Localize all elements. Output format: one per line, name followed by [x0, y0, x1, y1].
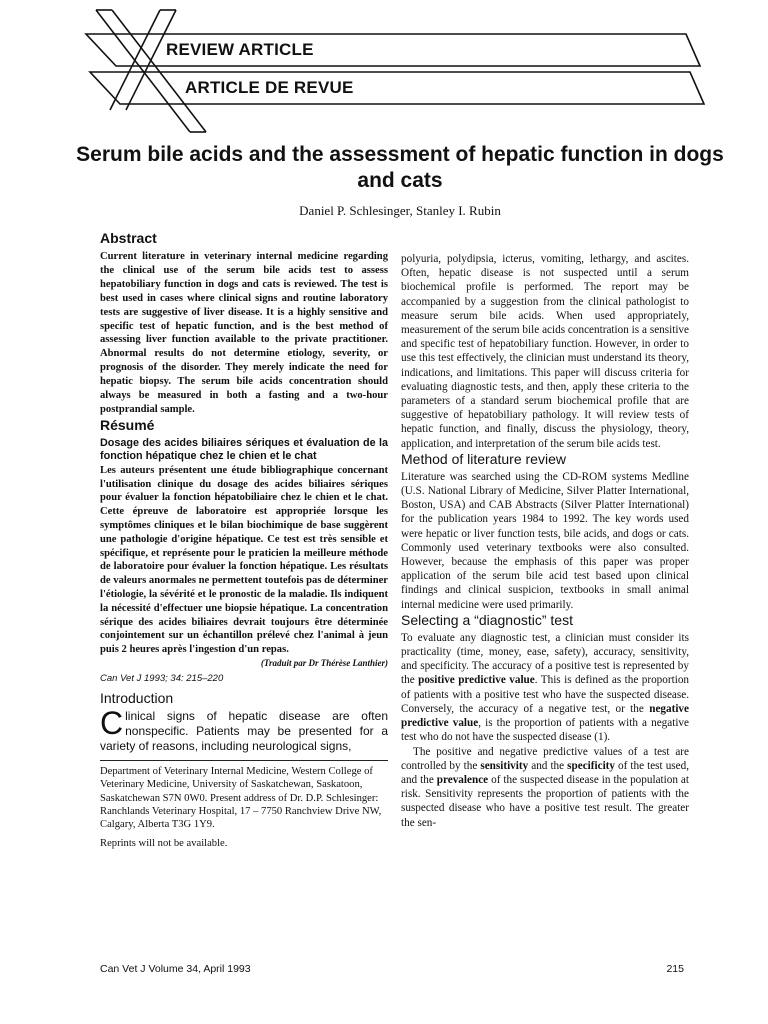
resume-translator: (Traduit par Dr Thérèse Lanthier) [260, 658, 388, 669]
resume-text [100, 464, 388, 669]
header-banner-graphic [0, 0, 768, 140]
banner-review-article: REVIEW ARTICLE [166, 40, 314, 59]
left-column [100, 230, 388, 849]
article-authors: Daniel P. Schlesinger, Stanley I. Rubin [299, 203, 501, 218]
introduction-text [100, 705, 388, 754]
reprints-note: Reprints will not be available. [100, 837, 228, 849]
selecting-p2-part-c: of the test used, and the [401, 759, 689, 786]
term-specificity: specificity [567, 759, 615, 772]
right-column [401, 252, 689, 830]
introduction-heading: Introduction [100, 690, 174, 707]
resume-subtitle: Dosage des acides biliaires sériques et évaluation de la fonction hépatique chez le chien et le chat [100, 436, 388, 462]
term-prevalence: prevalence [436, 773, 489, 786]
selecting-p2-part-a: The positive and negative predictive values of a test are controlled by the [401, 745, 689, 772]
term-negative-predictive-value: negative predictive value [401, 702, 689, 730]
author-affiliation: Department of Veterinary Internal Medicine, Western College of Veterinary Medicine, University of Saskatchewan, Saskatoon, Saskatchewan S7N 0W0. Present address of Dr. D.P. Schlesinger: Ranchlands Veterinary Hospital, 17 – 7750 Ranchview Drive NW, Calgary, Alberta T3G 1Y9. [100, 760, 388, 831]
footer-journal: Can Vet J Volume 34, April 1993 [100, 963, 251, 975]
introduction-text-body: linical signs of hepatic disease are often nonspecific. Patients may be presented for a variety of reasons, including neurological signs, [100, 709, 388, 754]
abstract-heading: Abstract [100, 230, 157, 246]
term-positive-predictive-value: positive predictive value [418, 674, 535, 687]
method-heading: Method of literature review [401, 450, 566, 467]
method-text: Literature was searched using the CD-ROM systems Medline (U.S. National Library of Medicine, Silver Platter International, Boston, USA) and CAB Abstracts (Silver Platter International) for the publication years 1984 to 1992. The key words used were hepatic or liver function tests, bile acids, and dogs or cats. Commonly used veterinary textbooks were also consulted. However, because the emphasis of this paper was proper application of the serum bile acid test based upon clinical findings and clinical suspicion, textbooks in small animal internal medicine were used primarily. [401, 470, 689, 611]
selecting-p1-part-b: . This is defined as the proportion of patients with a positive test who have the suspected disease. Conversely, the accuracy of a negative test, or the [401, 674, 690, 715]
selecting-p2-part-b: and the [528, 759, 568, 772]
article-title: Serum bile acids and the assessment of hepatic function in dogs and cats [76, 143, 724, 192]
selecting-heading: Selecting a “diagnostic” test [401, 611, 573, 628]
footer-page-number: 215 [666, 963, 684, 975]
term-sensitivity: sensitivity [480, 759, 529, 772]
introduction-continued: polyuria, polydipsia, icterus, vomiting, lethargy, and ascites. Often, hepatic disease is not suspected until a serum biochemical profile is performed. The report may be accompanied by a suggestion from the clinical pathologist to measure serum bile acids. When used appropriately, measurement of the serum bile acids concentration is a sensitive and specific test of hepatobiliary function. However, in order to use this test effectively, the clinician must understand its theory, indications, and limitations. This paper will discuss criteria for evaluating diagnostic tests, and then, apply these criteria to the parameters of a standard serum biochemical profile that are suggestive of hepatobiliary pathology. It will review tests of hepatic function, and finally, discuss the physiology, theory, application, and interpretation of the serum bile acids test. [401, 253, 689, 450]
selecting-paragraph-1 [401, 631, 689, 745]
banner-article-de-revue: ARTICLE DE REVUE [185, 78, 354, 97]
resume-heading: Résumé [100, 416, 155, 433]
selecting-p1-part-c: , is the proportion of patients with a negative test who do not have the suspected disease (1). [401, 717, 689, 744]
resume-text-body: Les auteurs présentent une étude bibliographique concernant l'utilisation clinique du dosage des acides biliaires sériques pour évaluer la fonction hépatobiliaire chez le chien et le chat. Cette épreuve de laboratoire est appropriée lorsque les symptômes cliniques et le bilan biochimique de base suggèrent une pathologie d'origine hépatique. Ce test est très sensible et spécifique, et représente pour le praticien la meilleure méthode de laboratoire pour évaluer la fonction hépatique. Les résultats de valeurs anormales ne permettent toutefois pas de déterminer l'étiologie, la sévérité et le pronostic de la maladie. Ils indiquent la nécessité d'effectuer une biopsie hépatique. La concentration sérique des acides biliaires devrait toujours être déterminée conjointement sur un échantillon prélevé chez l'animal à jeun puis 2 heures après l'ingestion d'un repas. [100, 464, 388, 656]
dropcap-letter: C [100, 705, 124, 742]
selecting-p1-part-a: To evaluate any diagnostic test, a clinician must consider its practicality (time, money, ease, safety), accuracy, sensitivity, and specificity. The accuracy of a positive test is represented by the [401, 631, 689, 687]
abstract-text: Current literature in veterinary internal medicine regarding the clinical use of the serum bile acids test to assess hepatobiliary function in dogs and cats is reviewed. The test is best used in cases where clinical signs and routine laboratory tests are suggestive of liver disease. It is a highly sensitive and specific test of hepatic function, and is the best method of assessing liver function available to the private practitioner. Abnormal results do not determine etiology, severity, or prognosis of the disorder. They merely indicate the need for hepatic biopsy. The serum bile acids concentration should always be measured in both a fasting and a two-hour postprandial sample. [100, 251, 388, 415]
selecting-p2-part-d: of the suspected disease in the population at risk. Sensitivity represents the proportion of patients with the suspected disease who have a positive test result. The greater the sen- [401, 773, 689, 829]
journal-citation: Can Vet J 1993; 34: 215–220 [100, 673, 224, 685]
selecting-paragraph-2 [401, 745, 689, 830]
